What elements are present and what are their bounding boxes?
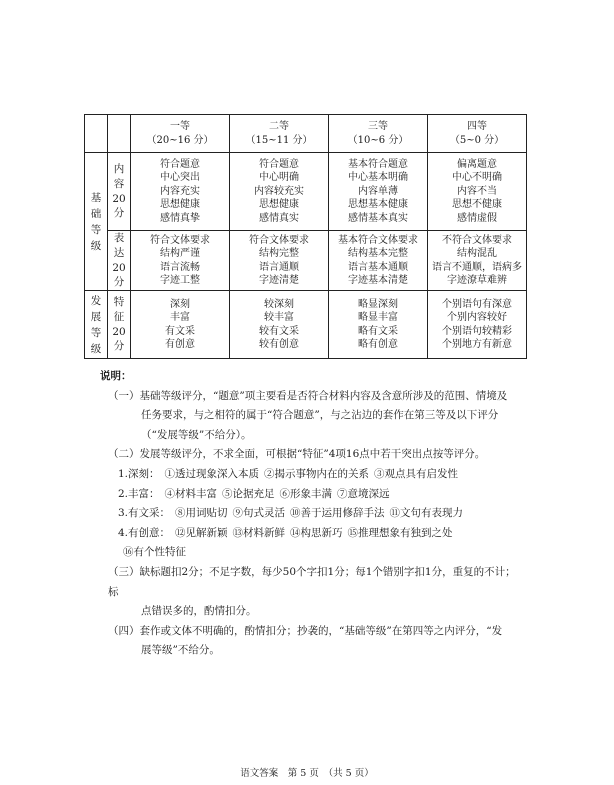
sub-char: 20	[112, 261, 126, 274]
detail-point: ⑬材料新鲜	[232, 526, 286, 539]
category-char: 发	[90, 294, 102, 307]
cell-line: 结构严谨	[160, 248, 200, 259]
table-cell	[428, 153, 527, 231]
category-char: 等	[90, 223, 102, 236]
cell-line: 个别地方有新意	[442, 339, 512, 350]
grading-rubric-table	[84, 114, 527, 359]
cell-line: 较深刻	[264, 298, 294, 310]
table-header-row	[85, 115, 527, 153]
note-text: 任务要求，与之相符的属于“符合题意”，与之沾边的套作在第三等及以下评分	[141, 409, 499, 422]
note-marker: （三）	[108, 565, 140, 578]
table-cell	[428, 231, 527, 291]
sub-char: 征	[113, 310, 125, 323]
detail-point: ④材料丰富	[164, 487, 218, 500]
grade-range: （20~16 分）	[146, 134, 214, 146]
detail-line-literary	[108, 504, 520, 524]
detail-point: ⑨句式灵活	[232, 507, 286, 520]
cell-line: 深刻	[170, 298, 190, 310]
note-item-3	[108, 563, 520, 622]
note-text: 套作或文体不明确的，酌情扣分；抄袭的，“基础等级”在第四等之内评分，“发	[139, 624, 503, 637]
grade-name: 三等	[368, 121, 388, 132]
cell-line: 思想基本健康	[348, 199, 408, 211]
table-cell	[131, 291, 230, 359]
note-item-4	[108, 622, 520, 661]
grade-range: （10~6 分）	[347, 134, 409, 146]
note-item-2	[108, 445, 520, 563]
cell-line: 语言通顺	[259, 261, 299, 273]
cell-line: 符合题意	[259, 158, 299, 170]
cell-line: 不符合文体要求	[442, 234, 512, 246]
detail-point: ⑮推理想象有独到之处	[347, 526, 453, 539]
sub-criterion-features	[108, 291, 131, 359]
detail-line-depth	[108, 465, 520, 485]
detail-label: 3.有文采：	[118, 507, 171, 520]
grade-name: 四等	[467, 121, 487, 132]
cell-line: 个别语句较精彩	[442, 325, 512, 337]
sub-char: 20	[112, 192, 126, 205]
grade-name: 二等	[269, 121, 289, 132]
detail-point: ⑥形象丰满	[279, 487, 333, 500]
cell-line: 个别内容较好	[447, 312, 507, 323]
cell-line: 中心基本明确	[348, 172, 408, 184]
cell-line: 有创意	[165, 339, 195, 350]
note-text: （“发展等级”不给分）。	[141, 428, 252, 441]
cell-line: 略有文采	[358, 325, 398, 337]
page-footer: 语文答案 第 5 页 （共 5 页）	[240, 768, 374, 779]
cell-line: 基本符合文体要求	[338, 234, 418, 246]
table-cell	[131, 231, 230, 291]
sub-char: 分	[113, 276, 125, 289]
table-cell	[131, 153, 230, 231]
grade-header-4	[428, 115, 527, 153]
cell-line: 语言不通顺，语病多	[432, 261, 522, 273]
sub-char: 20	[112, 325, 126, 338]
sub-char: 表	[113, 232, 125, 245]
cell-line: 字迹基本清楚	[348, 275, 408, 286]
cell-line: 内容单薄	[358, 185, 398, 197]
note-item-1	[108, 387, 520, 446]
cell-line: 语言流畅	[160, 261, 200, 273]
note-text: 发展等级评分，不求全面，可根据“特征”4项16点中若干突出点按等评分。	[139, 448, 486, 461]
cell-line: 内容较充实	[254, 185, 304, 197]
sub-char: 容	[113, 177, 125, 190]
category-char: 等	[90, 326, 102, 339]
cell-line: 符合题意	[160, 158, 200, 170]
cell-line: 符合文体要求	[150, 234, 210, 246]
cell-line: 略有创意	[358, 339, 398, 350]
grade-name: 一等	[170, 121, 190, 132]
cell-line: 有文采	[165, 325, 195, 337]
notes-section	[100, 367, 520, 661]
cell-line: 思想健康	[160, 199, 200, 211]
category-basic-level	[85, 153, 108, 291]
grade-range: （15~11 分）	[245, 134, 313, 146]
table-cell	[230, 231, 329, 291]
cell-line: 符合文体要求	[249, 234, 309, 246]
category-char: 基	[90, 191, 102, 204]
cell-line: 个别语句有深意	[442, 298, 512, 310]
cell-line: 字迹工整	[160, 275, 200, 286]
table-cell	[428, 291, 527, 359]
sub-criterion-content	[108, 153, 131, 231]
detail-point: ⑦意境深远	[337, 487, 390, 500]
detail-label: 1.深刻：	[118, 467, 160, 480]
detail-point: ⑧用词贴切	[175, 507, 228, 520]
cell-line: 中心明确	[259, 172, 299, 184]
note-text: 展等级”不给分。	[141, 644, 220, 657]
cell-line: 内容充实	[160, 185, 200, 197]
cell-line: 字迹潦草难辨	[447, 275, 507, 286]
detail-line-richness	[108, 485, 520, 505]
category-char: 础	[90, 207, 102, 220]
cell-line: 较丰富	[264, 312, 294, 323]
cell-line: 中心不明确	[452, 172, 502, 184]
table-cell	[329, 291, 428, 359]
note-text: 基础等级评分，“题意”项主要看是否符合材料内容及含意所涉及的范围、情境及	[139, 389, 508, 402]
category-char: 级	[90, 239, 102, 252]
cell-line: 结构基本完整	[348, 248, 408, 259]
cell-line: 感情真实	[259, 212, 299, 224]
note-marker: （四）	[108, 624, 140, 637]
cell-line: 思想不健康	[452, 199, 502, 211]
header-corner-cell	[108, 115, 131, 153]
sub-char: 分	[113, 207, 125, 220]
detail-point: ⑯有个性特征	[123, 546, 186, 559]
detail-point: ⑭构思新巧	[290, 526, 343, 539]
cell-line: 感情真挚	[160, 212, 200, 224]
cell-line: 思想健康	[259, 199, 299, 211]
sub-char: 达	[113, 246, 125, 259]
detail-line-creativity	[108, 524, 520, 544]
detail-point: ⑪文句有表现力	[389, 507, 464, 520]
cell-line: 字迹清楚	[259, 275, 299, 286]
detail-point: ⑩善于运用修辞手法	[290, 507, 385, 520]
cell-line: 略显丰富	[358, 312, 398, 323]
detail-point: ②揭示事物内在的关系	[264, 467, 370, 480]
sub-char: 分	[113, 340, 125, 353]
table-cell	[230, 153, 329, 231]
table-row-content	[85, 153, 527, 231]
sub-char: 特	[113, 296, 125, 309]
cell-line: 结构完整	[259, 248, 299, 259]
table-cell	[329, 231, 428, 291]
grade-header-1	[131, 115, 230, 153]
cell-line: 结构混乱	[457, 248, 497, 259]
cell-line: 中心突出	[160, 172, 200, 184]
cell-line: 略显深刻	[358, 298, 398, 310]
grade-range: （5~0 分）	[449, 134, 505, 146]
cell-line: 语言基本通顺	[348, 261, 408, 273]
cell-line: 较有创意	[259, 339, 299, 350]
cell-line: 感情基本真实	[348, 212, 408, 224]
cell-line: 基本符合题意	[348, 158, 408, 170]
category-char: 展	[90, 310, 102, 323]
table-cell	[230, 291, 329, 359]
note-marker: （二）	[108, 448, 140, 461]
note-text: 缺标题扣2分；不足字数，每少50个字扣1分；每1个错别字扣1分，重复的不计；标	[108, 565, 516, 598]
detail-point: ③观点具有启发性	[374, 467, 459, 480]
table-row-expression	[85, 231, 527, 291]
grade-header-3	[329, 115, 428, 153]
detail-point: ⑤论据充足	[222, 487, 275, 500]
cell-line: 较有文采	[259, 325, 299, 337]
detail-point: ⑫见解新颖	[175, 526, 228, 539]
category-char: 级	[90, 342, 102, 355]
cell-line: 偏离题意	[457, 158, 497, 170]
detail-line-personality	[108, 543, 520, 563]
category-development-level	[85, 291, 108, 359]
cell-line: 内容不当	[457, 185, 497, 197]
note-marker: （一）	[108, 389, 140, 402]
grade-header-2	[230, 115, 329, 153]
header-corner-cell	[85, 115, 108, 153]
detail-point: ①透过现象深入本质	[164, 467, 260, 480]
cell-line: 感情虚假	[457, 212, 497, 224]
detail-label: 4.有创意：	[118, 526, 171, 539]
cell-line: 丰富	[170, 312, 190, 323]
note-text: 点错误多的，酌情扣分。	[141, 605, 257, 618]
table-row-features	[85, 291, 527, 359]
detail-label: 2.丰富：	[118, 487, 160, 500]
sub-char: 内	[113, 163, 125, 176]
sub-criterion-expression	[108, 231, 131, 291]
table-cell	[329, 153, 428, 231]
notes-title: 说明：	[100, 370, 132, 382]
